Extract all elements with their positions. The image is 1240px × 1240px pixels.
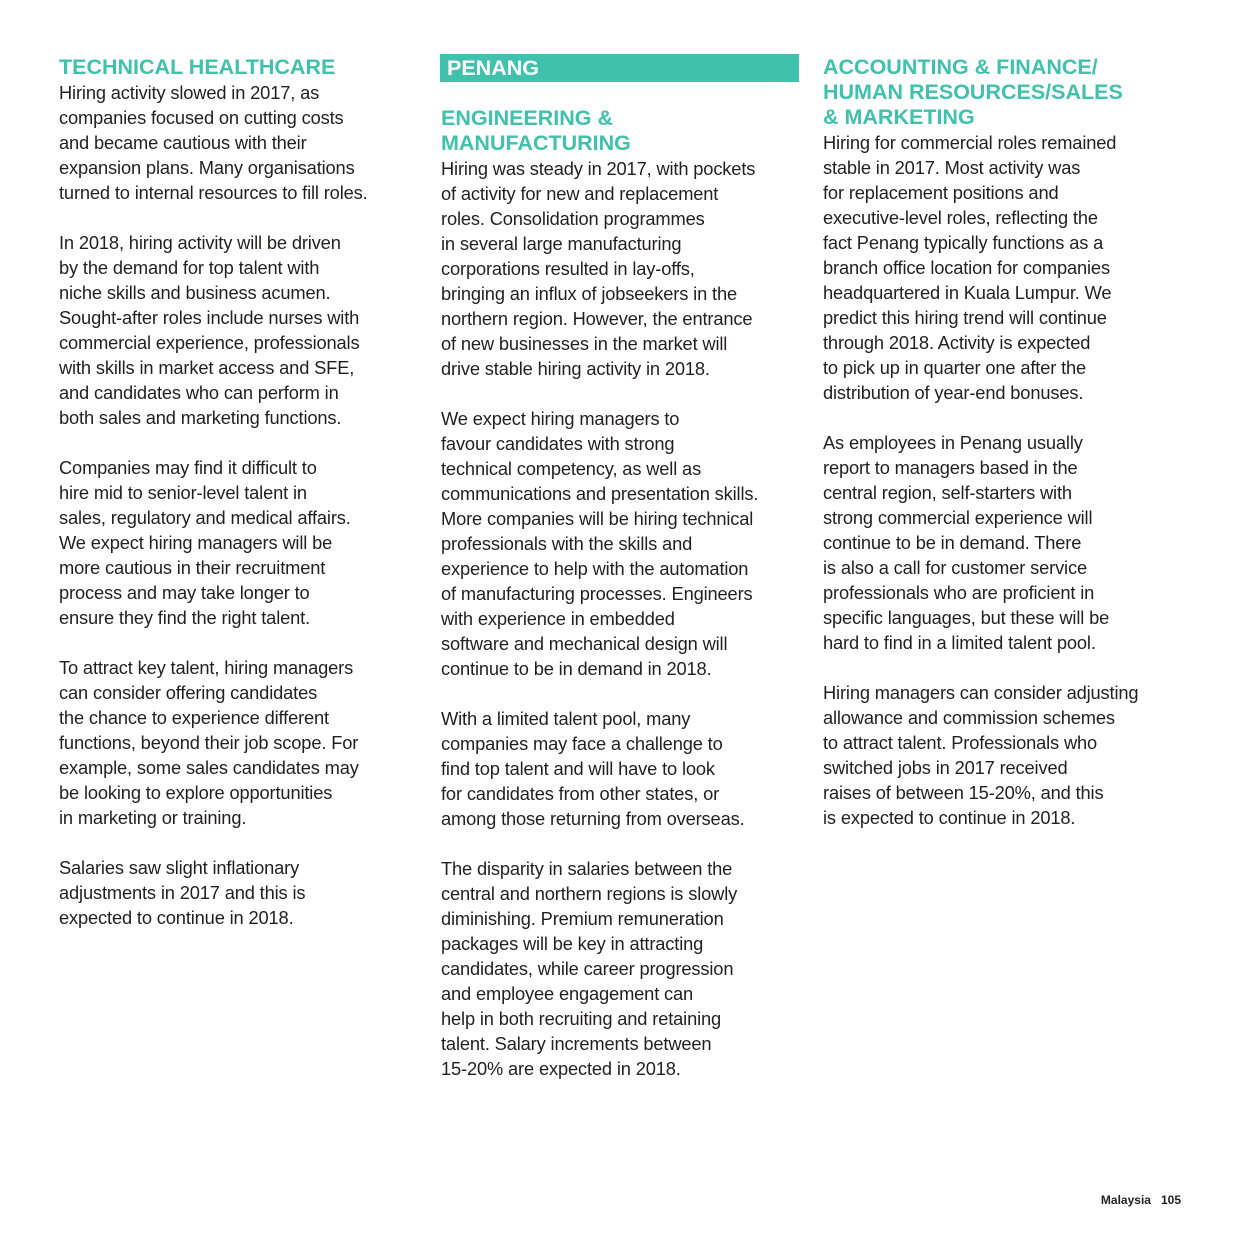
paragraph: Hiring was steady in 2017, with pockets of activity for new and replacement roles. Consolidation programmes in several large manufacturing corporations resulted in lay-offs, bringing an influx of jobseekers in the northern region. However, the entrance of new businesses in the market will drive stable hiring activity in 2018. [441,158,756,379]
paragraph: We expect hiring managers to favour candidates with strong technical competency, as well as communications and presentation skills. More companies will be hiring technical professionals with the skills and experience to help with the automation of manufacturing processes. Engineers with experience in embedded software and mechanical design will continue to be in demand in 2018. [441,408,759,679]
section-heading-accounting-finance: ACCOUNTING & FINANCE/ HUMAN RESOURCES/SALES & MARKETING [823,55,1123,129]
column-technical-healthcare [59,54,409,955]
section-heading-technical-healthcare: TECHNICAL HEALTHCARE [59,55,336,79]
footer-section-label: Malaysia [1100,1193,1151,1207]
page-number: 105 [1160,1193,1181,1207]
paragraph: The disparity in salaries between the central and northern regions is slowly diminishing. Premium remuneration packages will be key in attracting candidates, while career progression and employee engagement can help in both recruiting and retaining talent. Salary increments between 15-20% are expected in 2018. [441,858,738,1079]
paragraph: With a limited talent pool, many companies may face a challenge to find top talent and will have to look for candidates from other states, or among those returning from overseas. [441,708,745,829]
column-accounting-finance [823,54,1185,855]
section-heading-engineering-manufacturing: ENGINEERING & MANUFACTURING [441,106,631,155]
paragraph: Hiring managers can consider adjusting allowance and commission schemes to attract talent. Professionals who switched jobs in 2017 received raises of between 15-20%, and this is expected to continue in 2018. [823,682,1139,828]
paragraph: To attract key talent, hiring managers can consider offering candidates the chance to experience different functions, beyond their job scope. For example, some sales candidates may be looking to explore opportunities in marketing or training. [59,657,359,828]
paragraph: Salaries saw slight inflationary adjustments in 2017 and this is expected to continue in 2018. [59,857,306,928]
paragraph: In 2018, hiring activity will be driven by the demand for top talent with niche skills and business acumen. Sought-after roles include nurses with commercial experience, professionals with skills in market access and SFE, and candidates who can perform in both sales and marketing functions. [59,232,360,428]
page-footer [1101,1193,1181,1207]
paragraph: Hiring for commercial roles remained stable in 2017. Most activity was for replacement positions and executive-level roles, reflecting the fact Penang typically functions as a branch office location for companies headquartered in Kuala Lumpur. We predict this hiring trend will continue through 2018. Activity is expected to pick up in quarter one after the distribution of year-end bonuses. [823,132,1117,403]
paragraph: Hiring activity slowed in 2017, as companies focused on cutting costs and became cautious with their expansion plans. Many organisations turned to internal resources to fill roles. [59,82,368,203]
paragraph: Companies may find it difficult to hire mid to senior-level talent in sales, regulatory and medical affairs. We expect hiring managers will be more cautious in their recruitment process and may take longer to ensure they find the right talent. [59,457,351,628]
paragraph: As employees in Penang usually report to managers based in the central region, self-starters with strong commercial experience will continue to be in demand. There is also a call for customer service professionals who are proficient in specific languages, but these will be hard to find in a limited talent pool. [823,432,1110,653]
region-band-penang: PENANG [440,54,799,82]
column-penang-engineering [441,54,801,1106]
